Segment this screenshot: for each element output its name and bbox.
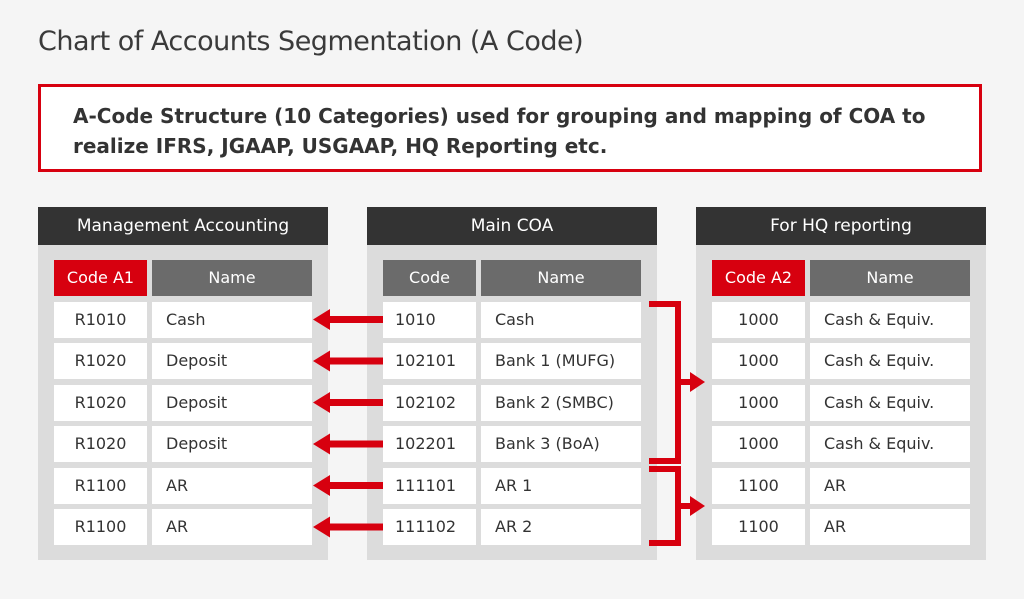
name-cell: Deposit	[152, 385, 312, 421]
page-title: Chart of Accounts Segmentation (A Code)	[38, 26, 584, 57]
code-cell: 102101	[383, 343, 476, 379]
name-cell: Cash & Equiv.	[810, 343, 970, 379]
column-header-name: Name	[152, 260, 312, 296]
code-cell: R1100	[54, 468, 147, 504]
code-cell: R1020	[54, 385, 147, 421]
bracket-icon	[649, 304, 678, 461]
right-arrowheads	[690, 372, 705, 516]
name-cell: Deposit	[152, 426, 312, 462]
code-cell: 1100	[712, 509, 805, 545]
name-cell: AR	[152, 509, 312, 545]
name-cell: Cash & Equiv.	[810, 302, 970, 338]
name-cell: Cash & Equiv.	[810, 426, 970, 462]
code-cell: 111102	[383, 509, 476, 545]
name-cell: Bank 1 (MUFG)	[481, 343, 641, 379]
arrow-right-icon	[690, 372, 705, 392]
name-cell: AR 2	[481, 509, 641, 545]
code-cell: 111101	[383, 468, 476, 504]
name-cell: Cash	[481, 302, 641, 338]
name-cell: Bank 3 (BoA)	[481, 426, 641, 462]
name-cell: Cash & Equiv.	[810, 385, 970, 421]
code-cell: 102201	[383, 426, 476, 462]
column-header-code: Code	[383, 260, 476, 296]
code-cell: 1000	[712, 385, 805, 421]
name-cell: AR	[810, 509, 970, 545]
panel-title: Management Accounting	[38, 207, 328, 245]
name-cell: AR	[810, 468, 970, 504]
name-cell: Bank 2 (SMBC)	[481, 385, 641, 421]
code-cell: 102102	[383, 385, 476, 421]
arrow-right-icon	[690, 496, 705, 516]
name-cell: Cash	[152, 302, 312, 338]
code-cell: R1020	[54, 426, 147, 462]
code-cell: R1020	[54, 343, 147, 379]
left-arrows	[313, 309, 383, 538]
description-box: A-Code Structure (10 Categories) used for grouping and mapping of COA to realize IFRS, JGAAP, USGAAP, HQ Reporting etc.	[38, 84, 982, 172]
column-header-name: Name	[481, 260, 641, 296]
bracket-arrows	[649, 304, 694, 543]
code-cell: 1000	[712, 343, 805, 379]
arrow-left-icon	[313, 309, 383, 330]
column-header-code: Code A1	[54, 260, 147, 296]
code-cell: R1100	[54, 509, 147, 545]
code-cell: R1010	[54, 302, 147, 338]
code-cell: 1010	[383, 302, 476, 338]
arrow-left-icon	[313, 517, 383, 538]
name-cell: Deposit	[152, 343, 312, 379]
arrow-left-icon	[313, 434, 383, 455]
code-cell: 1100	[712, 468, 805, 504]
bracket-icon	[649, 469, 678, 543]
panel-title: Main COA	[367, 207, 657, 245]
name-cell: AR	[152, 468, 312, 504]
arrow-left-icon	[313, 392, 383, 413]
arrow-left-icon	[313, 475, 383, 496]
column-header-code: Code A2	[712, 260, 805, 296]
panel-title: For HQ reporting	[696, 207, 986, 245]
code-cell: 1000	[712, 302, 805, 338]
code-cell: 1000	[712, 426, 805, 462]
arrow-left-icon	[313, 351, 383, 372]
column-header-name: Name	[810, 260, 970, 296]
name-cell: AR 1	[481, 468, 641, 504]
